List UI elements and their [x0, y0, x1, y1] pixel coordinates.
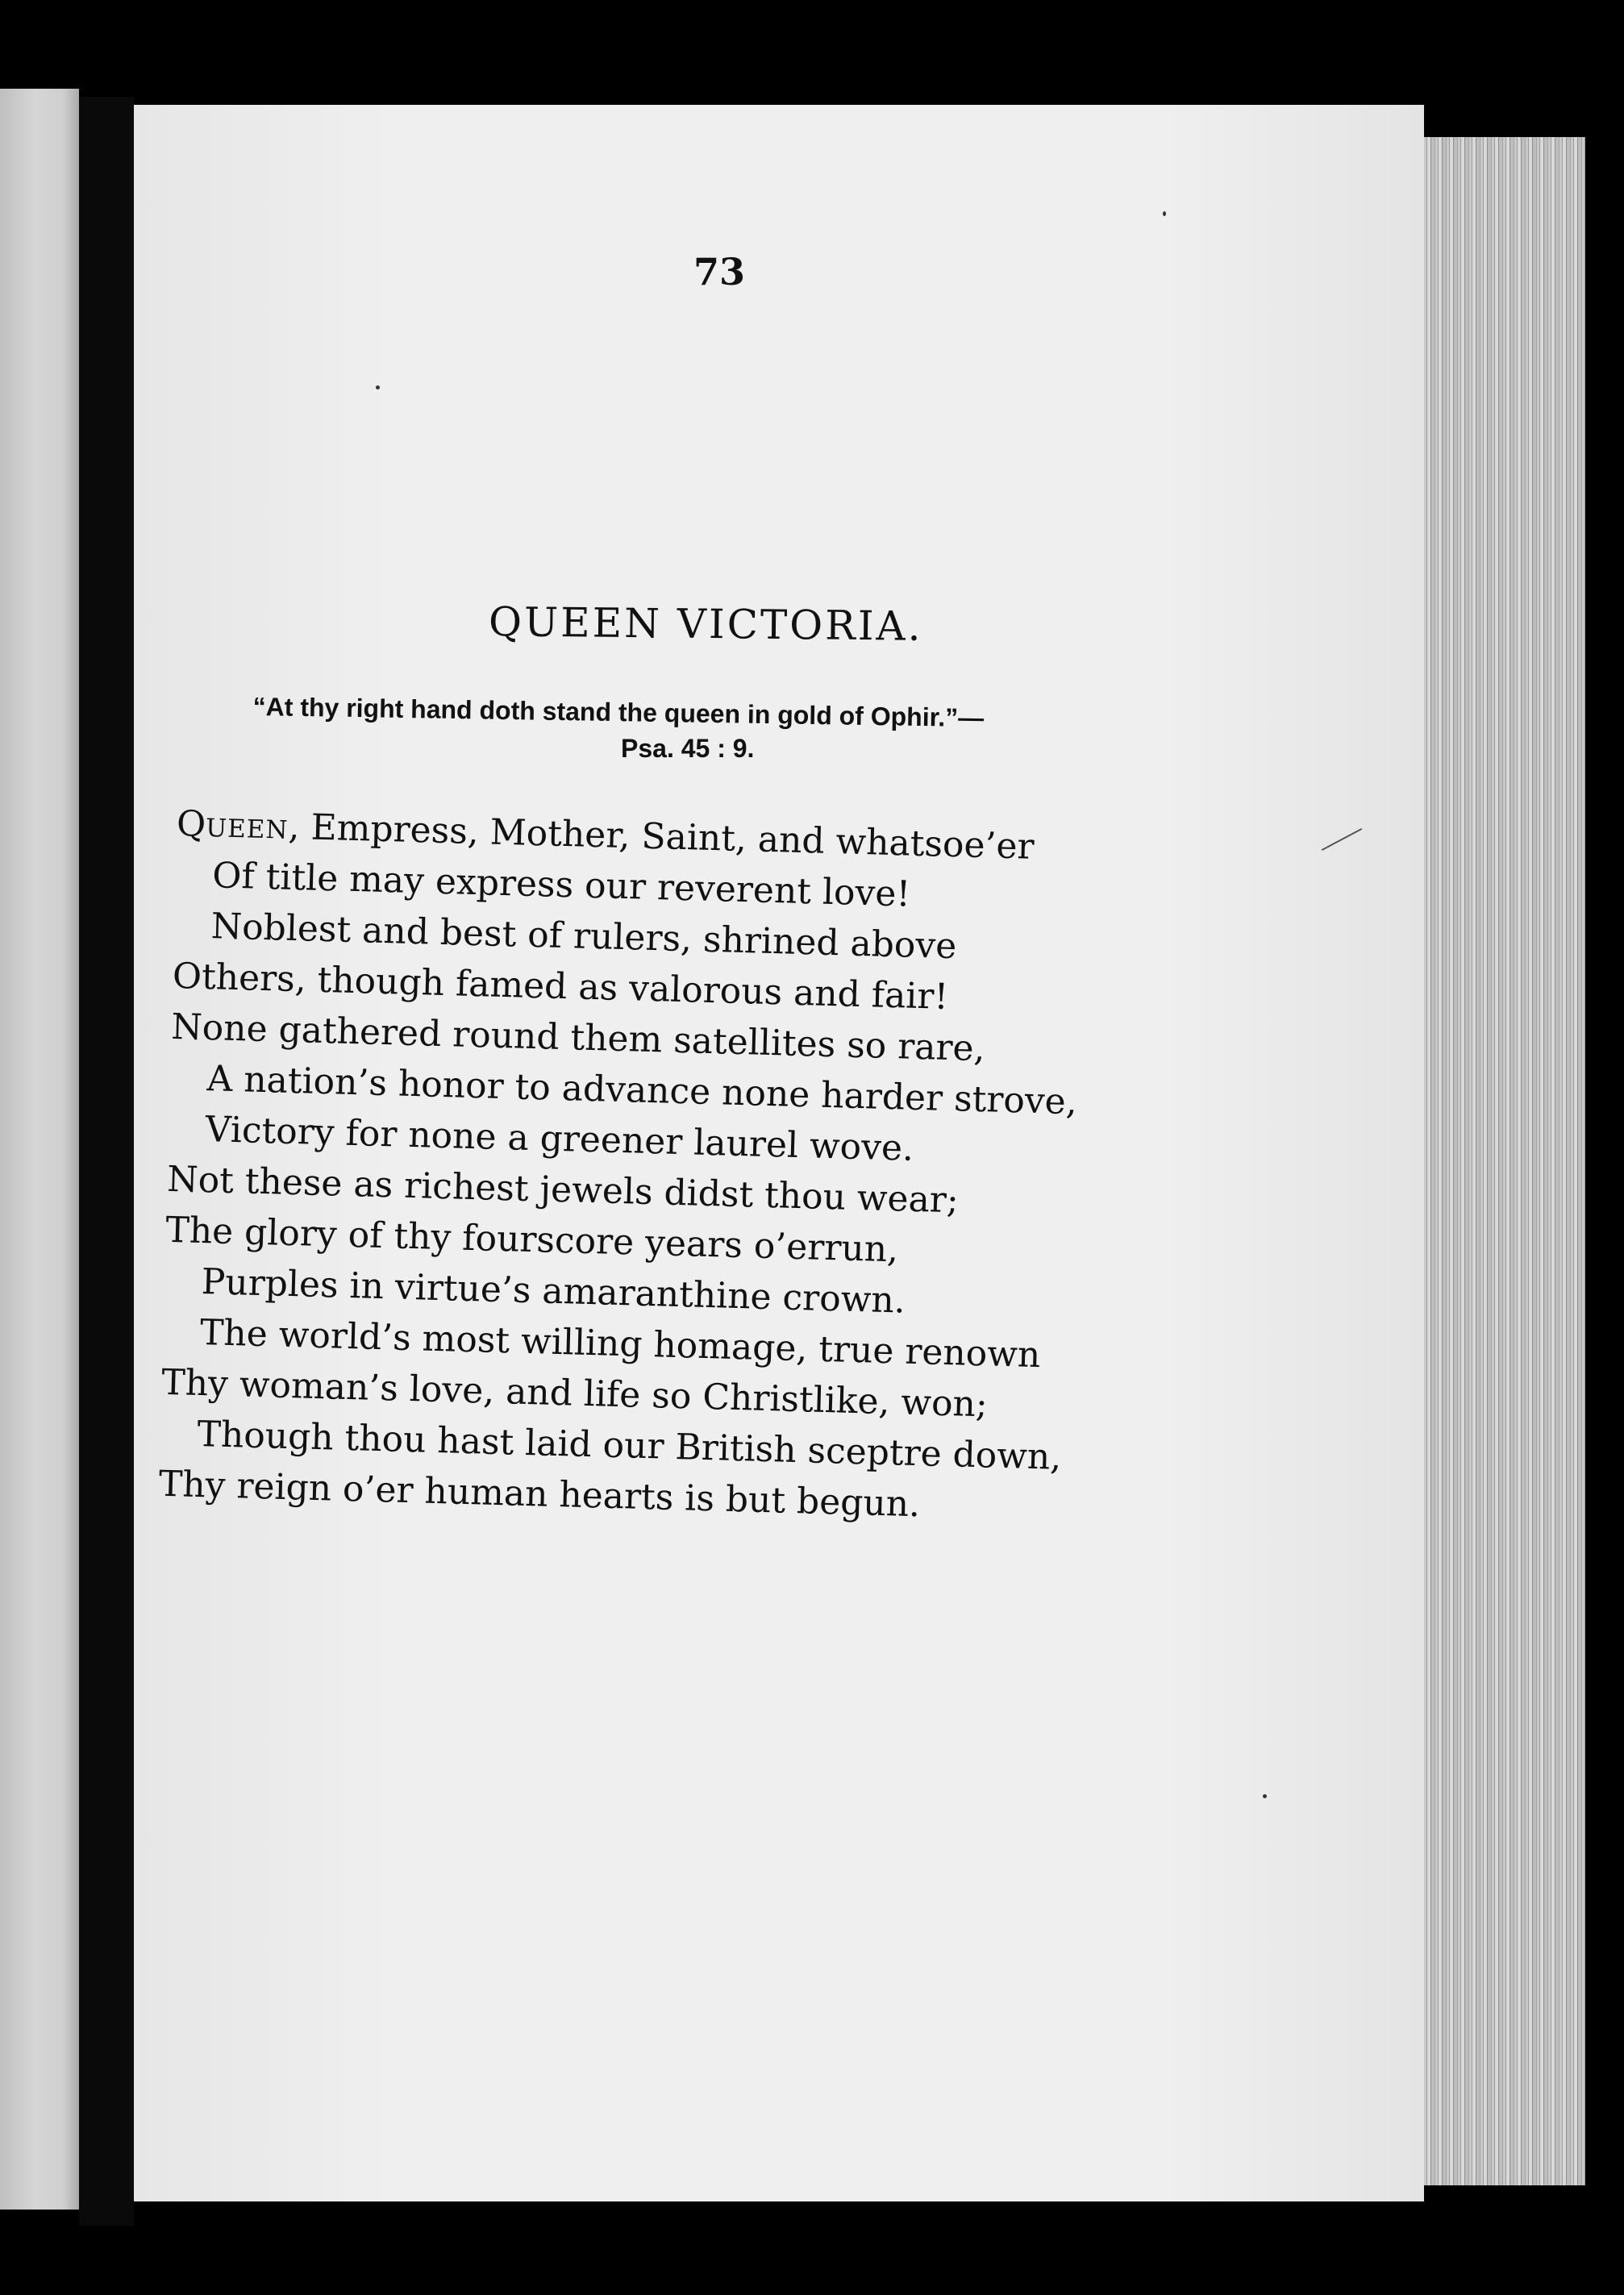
poem-line: The glory of thy fourscore years o’errun, — [164, 1209, 899, 1271]
book-gutter — [79, 97, 134, 2226]
page-block-edges — [1424, 137, 1585, 2185]
poem-title: QUEEN VICTORIA. — [488, 598, 923, 650]
ink-speck — [1263, 1794, 1267, 1798]
first-line-text: , Empress, Mother, Saint, and whatsoe’er — [288, 806, 1035, 868]
page-number: 73 — [693, 250, 746, 294]
poem-line: Others, though famed as valorous and fair! — [172, 955, 949, 1018]
epigraph-quote: “At thy right hand doth stand the queen in gold of Ophir.”— — [252, 692, 985, 733]
ink-speck — [1163, 211, 1166, 216]
poem-line: Thy woman’s love, and life so Christlike, won; — [160, 1361, 989, 1426]
drop-initial: Q — [176, 802, 206, 845]
poem-line: Of title may express our reverent love! — [211, 855, 911, 915]
poem-line: A nation’s honor to advance none harder strove, — [206, 1058, 1078, 1123]
poem-line: None gathered round them satellites so rare, — [170, 1006, 986, 1070]
previous-page-edge — [0, 89, 79, 2210]
poem-line: The world’s most willing homage, true renown — [199, 1312, 1041, 1377]
epigraph-reference: Psa. 45 : 9. — [621, 734, 755, 763]
first-word-small-caps: ueen — [205, 803, 289, 848]
poem-line: Not these as richest jewels didst thou wear; — [166, 1158, 960, 1222]
ink-speck — [376, 385, 380, 389]
poem-body — [158, 798, 1160, 1536]
poem-line: Thy reign o’er human hearts is but begun. — [158, 1463, 921, 1526]
poem-line: Though thou hast laid our British sceptre down, — [196, 1413, 1062, 1478]
poem-line: Victory for none a greener laurel wove. — [205, 1109, 914, 1169]
poem-line: Purples in virtue’s amaranthine crown. — [201, 1261, 906, 1322]
poem-line: Noblest and best of rulers, shrined above — [210, 906, 957, 968]
